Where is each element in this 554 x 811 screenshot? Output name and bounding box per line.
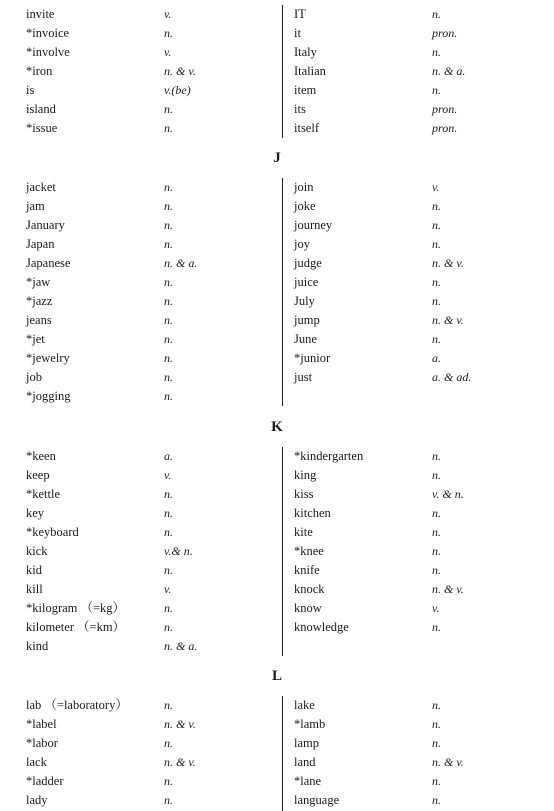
entry-word: keep <box>26 468 50 482</box>
entry-word: item <box>294 83 317 97</box>
right-column <box>294 447 534 637</box>
entry-part-of-speech: n. <box>164 180 173 194</box>
entry-part-of-speech: n. <box>164 698 173 712</box>
vocab-entry <box>294 447 534 466</box>
entry-word: knife <box>294 563 320 577</box>
entry-word: kid <box>26 563 42 577</box>
entry-part-of-speech: v. <box>164 582 172 596</box>
entry-word: jam <box>26 199 45 213</box>
entry-part-of-speech: n. <box>164 601 173 615</box>
entry-part-of-speech: v. <box>164 7 172 21</box>
entry-part-of-speech: n. & v. <box>164 717 196 731</box>
vocab-entry <box>26 637 276 656</box>
entry-word: *jewelry <box>26 351 70 365</box>
entry-word: kilometer （=km） <box>26 620 126 634</box>
entry-word: Japanese <box>26 256 71 270</box>
entry-part-of-speech: n. <box>164 506 173 520</box>
entry-word: Italy <box>294 45 317 59</box>
entry-word: lady <box>26 793 48 807</box>
entry-word: July <box>294 294 315 308</box>
right-column <box>294 178 534 387</box>
entry-word: king <box>294 468 317 482</box>
entry-part-of-speech: pron. <box>432 102 458 116</box>
entry-part-of-speech: v. <box>164 468 172 482</box>
vocab-entry <box>26 330 276 349</box>
entry-word: *junior <box>294 351 331 365</box>
entry-part-of-speech: n. <box>432 218 441 232</box>
vocab-entry <box>26 273 276 292</box>
vocab-entry <box>294 542 534 561</box>
column-divider <box>282 447 283 656</box>
entry-part-of-speech: n. <box>432 199 441 213</box>
vocab-entry <box>294 330 534 349</box>
entry-part-of-speech: n. <box>432 294 441 308</box>
vocab-entry <box>294 772 534 791</box>
entry-part-of-speech: n. <box>432 793 441 807</box>
entry-part-of-speech: v.& n. <box>164 544 193 558</box>
entry-part-of-speech: n. <box>164 389 173 403</box>
vocab-entry <box>26 696 276 715</box>
entry-word: job <box>26 370 42 384</box>
entry-word: kiss <box>294 487 314 501</box>
left-column <box>26 696 276 810</box>
vocab-entry <box>26 542 276 561</box>
entry-word: jacket <box>26 180 56 194</box>
vocab-entry <box>294 81 534 100</box>
vocab-entry <box>26 504 276 523</box>
entry-word: it <box>294 26 301 40</box>
entry-part-of-speech: n. <box>164 487 173 501</box>
vocab-entry <box>26 753 276 772</box>
entry-part-of-speech: n. & v. <box>432 582 464 596</box>
entry-part-of-speech: n. <box>164 563 173 577</box>
vocab-entry <box>26 368 276 387</box>
entry-part-of-speech: n. <box>164 793 173 807</box>
entry-part-of-speech: n. <box>164 218 173 232</box>
vocab-entry <box>294 119 534 138</box>
entry-part-of-speech: a. <box>432 351 441 365</box>
entry-word: jeans <box>26 313 52 327</box>
entry-part-of-speech: n. <box>164 525 173 539</box>
entry-word: *keen <box>26 449 56 463</box>
entry-part-of-speech: n. <box>164 121 173 135</box>
entry-part-of-speech: n. <box>432 736 441 750</box>
entry-word: Italian <box>294 64 326 78</box>
entry-word: *iron <box>26 64 53 78</box>
vocab-entry <box>26 119 276 138</box>
vocab-entry <box>294 696 534 715</box>
vocab-entry <box>294 235 534 254</box>
vocab-entry <box>294 618 534 637</box>
entry-word: lamp <box>294 736 319 750</box>
entry-word: *kilogram （=kg） <box>26 601 126 615</box>
vocab-entry <box>26 580 276 599</box>
entry-word: *jogging <box>26 389 71 403</box>
entry-part-of-speech: n. & v. <box>164 755 196 769</box>
entry-part-of-speech: v. <box>432 180 440 194</box>
entry-word: key <box>26 506 45 520</box>
vocab-entry <box>26 466 276 485</box>
entry-part-of-speech: n. <box>164 294 173 308</box>
vocab-entry <box>294 292 534 311</box>
entry-part-of-speech: n. <box>432 332 441 346</box>
vocab-entry <box>26 62 276 81</box>
vocab-entry <box>294 178 534 197</box>
entry-word: knock <box>294 582 325 596</box>
entry-part-of-speech: v.(be) <box>164 83 191 97</box>
entry-part-of-speech: n. <box>432 620 441 634</box>
vocab-entry <box>26 772 276 791</box>
entry-word: knowledge <box>294 620 349 634</box>
entry-word: journey <box>294 218 333 232</box>
right-column <box>294 696 534 810</box>
entry-part-of-speech: n. <box>164 102 173 116</box>
entry-word: *knee <box>294 544 324 558</box>
entry-part-of-speech: v. & n. <box>432 487 464 501</box>
left-column <box>26 447 276 656</box>
entry-part-of-speech: n. & a. <box>164 639 198 653</box>
entry-word: *lane <box>294 774 322 788</box>
entry-word: joke <box>294 199 316 213</box>
vocab-entry <box>294 216 534 235</box>
vocab-entry <box>26 447 276 466</box>
entry-part-of-speech: n. <box>432 774 441 788</box>
vocab-entry <box>26 485 276 504</box>
entry-part-of-speech: n. <box>164 620 173 634</box>
vocab-entry <box>26 235 276 254</box>
column-divider <box>282 178 283 406</box>
vocab-entry <box>26 178 276 197</box>
entry-word: *label <box>26 717 57 731</box>
entry-word: jump <box>294 313 320 327</box>
entry-word: island <box>26 102 56 116</box>
vocab-entry <box>294 273 534 292</box>
entry-word: join <box>294 180 314 194</box>
entry-part-of-speech: n. <box>432 544 441 558</box>
entry-part-of-speech: n. <box>432 275 441 289</box>
vocab-entry <box>294 100 534 119</box>
entry-word: kill <box>26 582 43 596</box>
entry-word: *labor <box>26 736 58 750</box>
entry-word: *jet <box>26 332 45 346</box>
entry-word: itself <box>294 121 319 135</box>
entry-part-of-speech: n. & a. <box>432 64 466 78</box>
entry-part-of-speech: n. <box>432 525 441 539</box>
entry-word: *issue <box>26 121 58 135</box>
left-column <box>26 178 276 406</box>
vocab-entry <box>26 618 276 637</box>
vocab-entry <box>294 561 534 580</box>
column-divider <box>282 696 283 811</box>
entry-word: *invoice <box>26 26 70 40</box>
letter-heading-j: J <box>273 150 281 166</box>
entry-part-of-speech: n. & v. <box>432 755 464 769</box>
entry-word: kitchen <box>294 506 331 520</box>
entry-part-of-speech: n. <box>164 237 173 251</box>
entry-part-of-speech: pron. <box>432 26 458 40</box>
entry-word: kick <box>26 544 48 558</box>
vocab-entry <box>294 715 534 734</box>
entry-word: Japan <box>26 237 55 251</box>
entry-part-of-speech: n. <box>432 468 441 482</box>
entry-part-of-speech: n. & v. <box>164 64 196 78</box>
vocab-entry <box>294 62 534 81</box>
vocab-entry <box>294 523 534 542</box>
entry-part-of-speech: n. & v. <box>432 256 464 270</box>
vocab-entry <box>26 5 276 24</box>
entry-part-of-speech: n. <box>164 332 173 346</box>
vocab-entry <box>26 791 276 810</box>
vocab-entry <box>294 466 534 485</box>
entry-word: lake <box>294 698 315 712</box>
entry-part-of-speech: n. <box>164 370 173 384</box>
letter-heading-k: K <box>271 419 283 435</box>
entry-word: January <box>26 218 65 232</box>
vocab-entry <box>294 254 534 273</box>
entry-part-of-speech: n. <box>432 506 441 520</box>
entry-word: kind <box>26 639 49 653</box>
vocab-entry <box>294 349 534 368</box>
vocab-entry <box>294 753 534 772</box>
vocab-entry <box>26 197 276 216</box>
entry-word: its <box>294 102 306 116</box>
left-column <box>26 5 276 138</box>
vocab-entry <box>294 43 534 62</box>
entry-word: invite <box>26 7 55 21</box>
entry-word: IT <box>294 7 306 21</box>
vocab-entry <box>294 734 534 753</box>
entry-word: juice <box>294 275 319 289</box>
vocab-entry <box>26 254 276 273</box>
entry-word: lack <box>26 755 47 769</box>
entry-word: *involve <box>26 45 70 59</box>
entry-word: *jazz <box>26 294 53 308</box>
entry-word: judge <box>294 256 322 270</box>
entry-word: June <box>294 332 317 346</box>
entry-part-of-speech: n. <box>432 45 441 59</box>
entry-part-of-speech: n. <box>164 351 173 365</box>
entry-part-of-speech: n. <box>432 7 441 21</box>
vocab-entry <box>26 292 276 311</box>
vocab-entry <box>26 715 276 734</box>
entry-part-of-speech: n. <box>432 563 441 577</box>
entry-word: *kettle <box>26 487 61 501</box>
entry-word: joy <box>294 237 310 251</box>
entry-part-of-speech: n. <box>164 313 173 327</box>
column-divider <box>282 5 283 138</box>
vocab-entry <box>26 387 276 406</box>
vocab-entry <box>294 24 534 43</box>
entry-part-of-speech: n. <box>164 199 173 213</box>
entry-word: *jaw <box>26 275 51 289</box>
entry-part-of-speech: n. <box>164 26 173 40</box>
right-column <box>294 5 534 138</box>
entry-word: know <box>294 601 322 615</box>
entry-part-of-speech: n. <box>432 449 441 463</box>
letter-heading-l: L <box>271 668 282 684</box>
entry-part-of-speech: n. <box>164 275 173 289</box>
vocab-entry <box>294 791 534 810</box>
entry-part-of-speech: n. <box>432 83 441 97</box>
vocab-entry <box>26 599 276 618</box>
entry-part-of-speech: v. <box>164 45 172 59</box>
vocab-entry <box>26 24 276 43</box>
vocab-entry <box>294 580 534 599</box>
entry-part-of-speech: a. & ad. <box>432 370 472 384</box>
vocab-entry <box>26 216 276 235</box>
entry-part-of-speech: n. & v. <box>432 313 464 327</box>
entry-part-of-speech: n. <box>164 736 173 750</box>
entry-word: is <box>26 83 35 97</box>
entry-word: lab （=laboratory） <box>26 698 128 712</box>
vocab-entry <box>294 368 534 387</box>
vocab-entry <box>26 561 276 580</box>
vocab-entry <box>294 5 534 24</box>
vocab-entry <box>26 311 276 330</box>
entry-word: *keyboard <box>26 525 79 539</box>
vocab-entry <box>26 734 276 753</box>
entry-part-of-speech: n. & a. <box>164 256 198 270</box>
entry-part-of-speech: a. <box>164 449 173 463</box>
entry-word: language <box>294 793 340 807</box>
entry-part-of-speech: n. <box>432 717 441 731</box>
vocab-entry <box>294 197 534 216</box>
entry-part-of-speech: n. <box>432 237 441 251</box>
entry-word: *kindergarten <box>294 449 364 463</box>
entry-part-of-speech: pron. <box>432 121 458 135</box>
entry-word: just <box>294 370 313 384</box>
entry-word: kite <box>294 525 313 539</box>
vocab-entry <box>26 43 276 62</box>
vocab-entry <box>26 81 276 100</box>
entry-part-of-speech: v. <box>432 601 440 615</box>
vocab-entry <box>294 311 534 330</box>
vocab-entry <box>294 485 534 504</box>
entry-word: land <box>294 755 316 769</box>
vocab-entry <box>294 599 534 618</box>
vocab-entry <box>26 349 276 368</box>
entry-word: *lamb <box>294 717 326 731</box>
entry-part-of-speech: n. <box>432 698 441 712</box>
entry-part-of-speech: n. <box>164 774 173 788</box>
vocab-entry <box>26 100 276 119</box>
vocab-entry <box>294 504 534 523</box>
vocab-entry <box>26 523 276 542</box>
entry-word: *ladder <box>26 774 64 788</box>
